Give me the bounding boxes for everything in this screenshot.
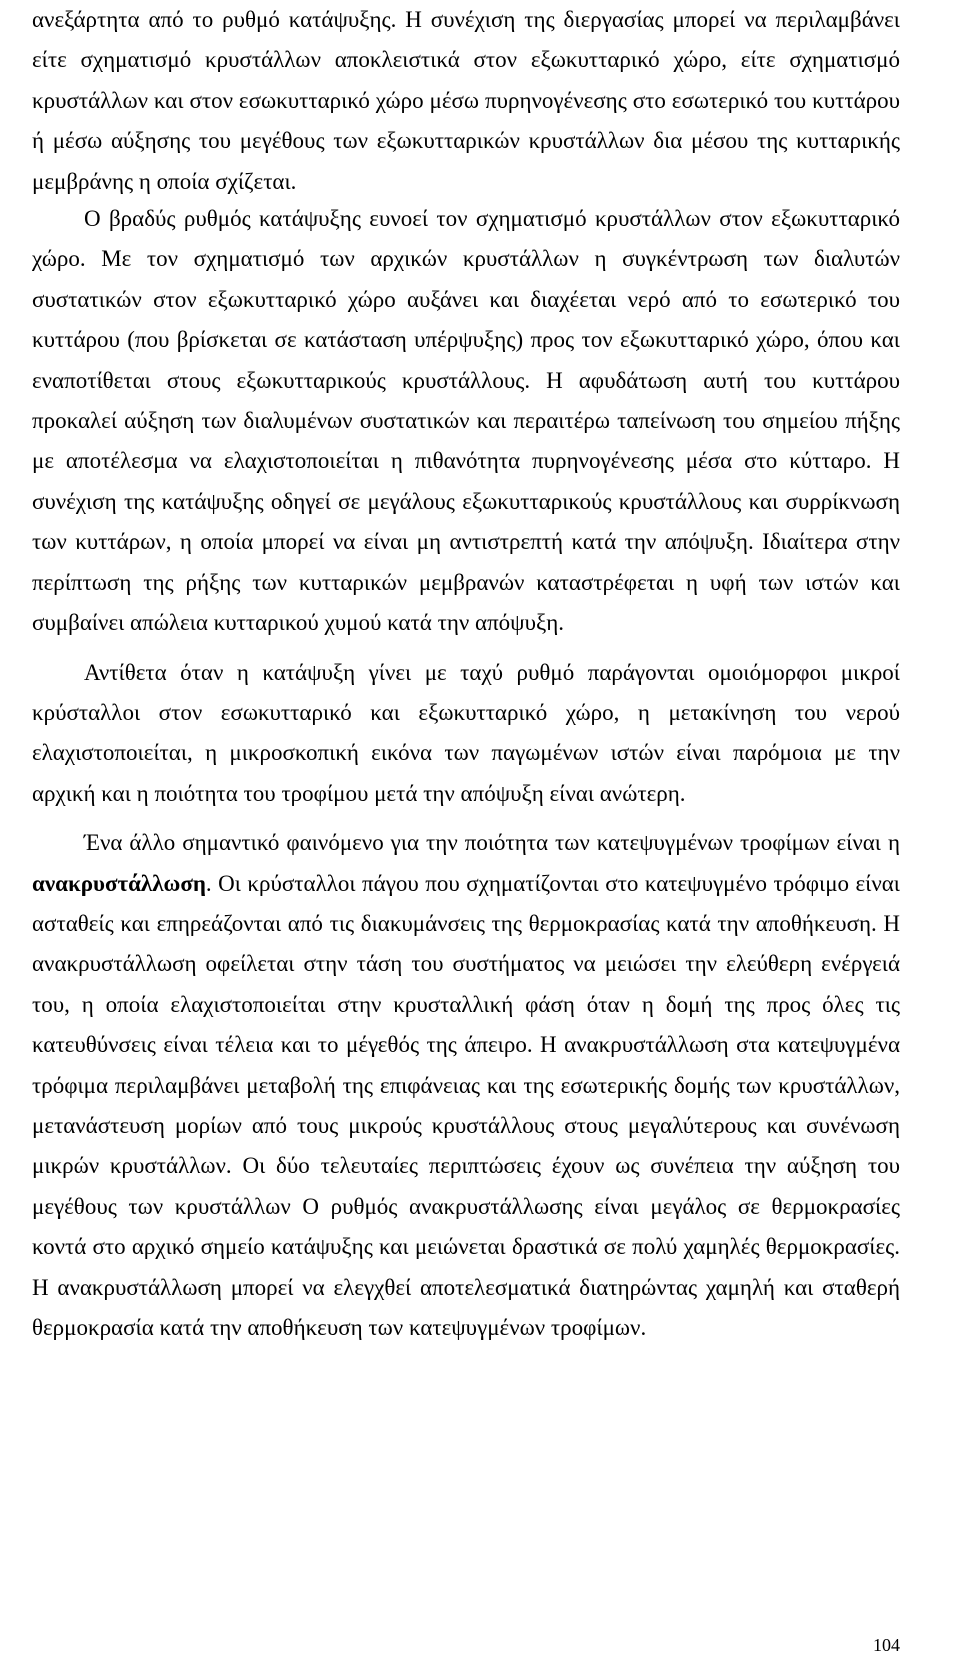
paragraph-1: ανεξάρτητα από το ρυθμό κατάψυξης. Η συνέχιση της διεργασίας μπορεί να περιλαμβάνει είτε σχηματισμό κρυστάλλων αποκλειστικά στον εξωκυτταρικό χώρο, είτε σχηματισμό κρυστάλλων και στον εσωκυτταρικό χώρο μέσω πυρηνογένεσης στο εσωτερικό του κυττάρου ή μέσω αύξησης του μεγέθους των εξωκυτταρικών κρυστάλλων δια μέσου της κυτταρικής μεμβράνης η οποία σχίζεται. xyxy=(32,7,900,194)
page-number: 104 xyxy=(873,1635,900,1655)
bold-term: ανακρυστάλλωση xyxy=(32,870,206,896)
paragraph-3: Αντίθετα όταν η κατάψυξη γίνει με ταχύ ρυθμό παράγονται ομοιόμορφοι μικροί κρύσταλλοι στον εσωκυτταρικό και εξωκυτταρικό χώρο, η μετακίνηση του νερού ελαχιστοποιείται, η μικροσκοπική εικόνα των παγωμένων ιστών είναι παρόμοια με την αρχική και η ποιότητα του τροφίμου μετά την απόψυξη είναι ανώτερη. xyxy=(32,659,900,806)
document-page xyxy=(32,0,900,1348)
paragraph-4-text-end: . Οι κρύσταλλοι πάγου που σχηματίζονται στο κατεψυγμένο τρόφιμο είναι ασταθείς και επηρεάζονται από τις διακυμάνσεις της θερμοκρασίας κατά την αποθήκευση. Η ανακρυστάλλωση οφείλεται στην τάση του συστήματος να μειώσει την ελεύθερη ενέργειά του, η οποία ελαχιστοποιείται στην κρυσταλλική φάση όταν η δομή της προς όλες τις κατευθύνσεις είναι τέλεια και το μέγεθός της άπειρο. Η ανακρυστάλλωση στα κατεψυγμένα τρόφιμα περιλαμβάνει μεταβολή της επιφάνειας και της εσωτερικής δομής των κρυστάλλων, μετανάστευση μορίων από τους μικρούς κρυστάλλους στους μεγαλύτερους και συνένωση μικρών κρυστάλλων. Οι δύο τελευταίες περιπτώσεις έχουν ως συνέπεια την αύξηση του μεγέθους των κρυστάλλων Ο ρυθμός ανακρυστάλλωσης είναι μεγάλος σε θερμοκρασίες κοντά στο αρχικό σημείο κατάψυξης και μειώνεται δραστικά σε πολύ χαμηλές θερμοκρασίες. Η ανακρυστάλλωση μπορεί να ελεγχθεί αποτελεσματικά διατηρώντας χαμηλή και σταθερή θερμοκρασία κατά την αποθήκευση των κατεψυγμένων τροφίμων. xyxy=(32,870,900,1340)
paragraph-2: Ο βραδύς ρυθμός κατάψυξης ευνοεί τον σχηματισμό κρυστάλλων στον εξωκυτταρικό χώρο. Με τον σχηματισμό των αρχικών κρυστάλλων η συγκέντρωση των διαλυτών συστατικών στον εξωκυτταρικό χώρο αυξάνει και διαχέεται νερό από το εσωτερικό του κυττάρου (που βρίσκεται σε κατάσταση υπέρψυξης) προς τον εξωκυτταρικό χώρο, όπου και εναποτίθεται στους εξωκυτταρικούς κρυστάλλους. Η αφυδάτωση αυτή του κυττάρου προκαλεί αύξηση των διαλυμένων συστατικών και περαιτέρω ταπείνωση του σημείου πήξης με αποτέλεσμα να ελαχιστοποιείται η πιθανότητα πυρηνογένεσης μέσα στο κύτταρο. Η συνέχιση της κατάψυξης οδηγεί σε μεγάλους εξωκυτταρικούς κρυστάλλους και συρρίκνωση των κυττάρων, η οποία μπορεί να είναι μη αντιστρεπτή κατά την απόψυξη. Ιδιαίτερα στην περίπτωση της ρήξης των κυτταρικών μεμβρανών καταστρέφεται η υφή των ιστών και συμβαίνει απώλεια κυτταρικού χυμού κατά την απόψυξη. xyxy=(32,206,900,636)
paragraph-4-text-start: Ένα άλλο σημαντικό φαινόμενο για την ποιότητα των κατεψυγμένων τροφίμων είναι η xyxy=(84,830,900,856)
paragraph-4 xyxy=(32,823,900,1348)
